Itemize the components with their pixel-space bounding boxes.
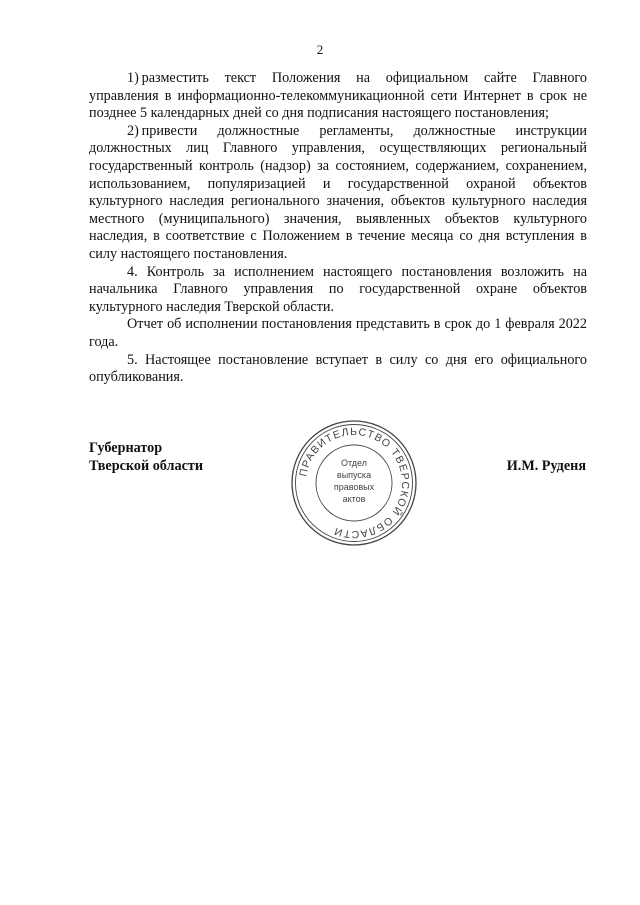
paragraph-item-1: 1) разместить текст Положения на официальном сайте Главного управления в информационно-телекоммуникационной сети Интернет в срок не позднее 5 календарных дней со дня подписания настоящего постановления; <box>89 70 587 122</box>
signer-name: И.М. Руденя <box>506 458 586 474</box>
paragraph-item-5: 5. Настоящее постановление вступает в силу со дня его официального опубликования. <box>89 351 587 386</box>
stamp-center-line-4: актов <box>342 494 366 504</box>
stamp-ring-text: ПРАВИТЕЛЬСТВО ТВЕРСКОЙ ОБЛАСТИ <box>297 425 412 541</box>
paragraph-report: Отчет об исполнении постановления представить в срок до 1 февраля 2022 года. <box>89 316 587 350</box>
stamp-seal-icon <box>288 417 420 549</box>
page-number: 2 <box>316 42 324 57</box>
signer-position <box>89 440 203 475</box>
paragraph-item-2: 2) привести должностные регламенты, должностные инструкции должностных лиц Главного управления, осуществляющих региональный государственный контроль (надзор) за состоянием, содержанием, сохранением, использованием, популяризацией и государственной охраной объектов культурного наследия регионального значения, объектов культурного наследия местного (муниципального) значения, выявленных объектов культурного наследия, в соответствие с Положением в течение месяца со дня вступления в силу настоящего постановления. <box>89 122 587 262</box>
stamp-center-line-2: выпуска <box>336 470 372 480</box>
signer-position-line-1: Губернатор <box>89 440 163 456</box>
official-stamp <box>288 417 420 549</box>
stamp-center-line-3: правовых <box>333 482 375 492</box>
signer-position-line-2: Тверской области <box>89 457 204 474</box>
paragraph-item-4: 4. Контроль за исполнением настоящего постановления возложить на начальника Главного управления по государственной охране объектов культурного наследия Тверской области. <box>89 263 587 315</box>
stamp-center-line-1: Отдел <box>340 458 368 468</box>
document-body <box>89 70 587 387</box>
